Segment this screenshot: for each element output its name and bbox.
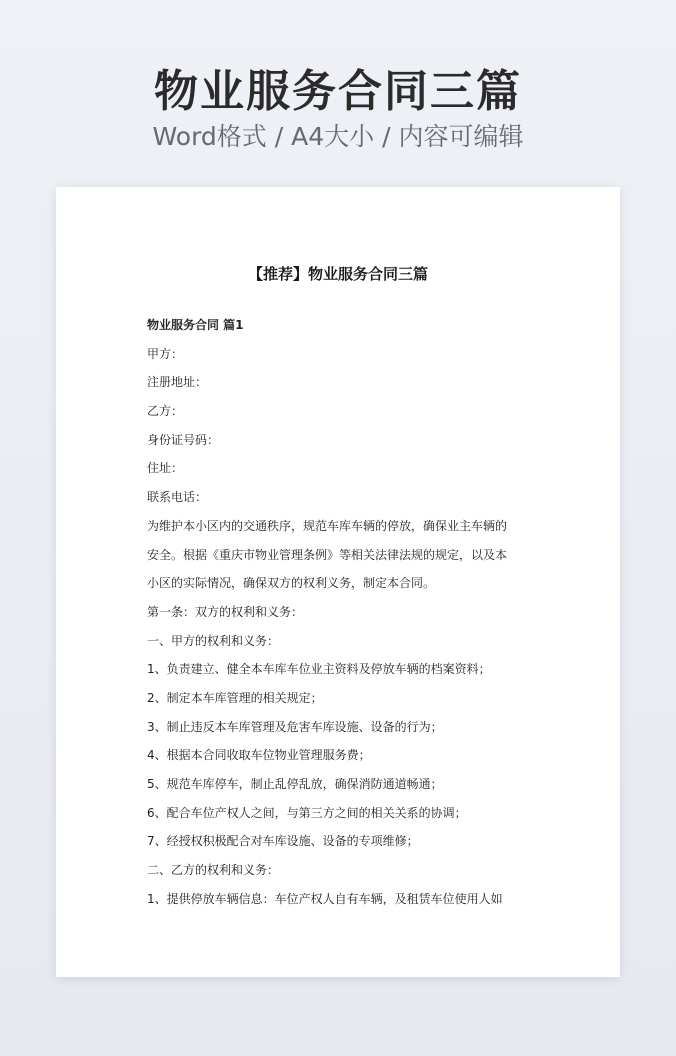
subsection-heading: 一、甲方的权利和义务： [147,633,280,648]
registered-address-label: 注册地址： [147,375,208,390]
subsection-heading: 二、乙方的权利和义务： [147,863,280,878]
list-item: 1、负责建立、健全本车库车位业主资料及停放车辆的档案资料； [147,662,491,677]
page-subtitle: Word格式 / A4大小 / 内容可编辑 [152,122,524,151]
document-body [147,311,531,913]
list-item: 1、提供停放车辆信息：车位产权人自有车辆，及租赁车位使用人如 [147,891,503,906]
party-b-label: 乙方： [147,404,184,419]
section-heading: 物业服务合同 篇1 [147,318,244,332]
article-heading: 第一条：双方的权利和义务： [147,604,304,619]
paragraph-line: 为维护本小区内的交通秩序，规范车库车辆的停放，确保业主车辆的 [147,518,508,533]
list-item: 4、根据本合同收取车位物业管理服务费； [147,748,371,763]
page-title: 物业服务合同三篇 [154,66,522,117]
list-item: 3、制止违反本车库管理及危害车库设施、设备的行为； [147,719,443,734]
address-label: 住址： [147,461,184,476]
id-number-label: 身份证号码： [147,432,220,447]
paragraph-line: 小区的实际情况，确保双方的权利义务，制定本合同。 [147,576,436,591]
list-item: 7、经授权积极配合对车库设施、设备的专项维修； [147,834,419,849]
document-page [56,187,620,977]
document-title: 【推荐】物业服务合同三篇 [247,265,428,283]
list-item: 2、制定本车库管理的相关规定； [147,690,323,705]
list-item: 6、配合车位产权人之间，与第三方之间的相关关系的协调； [147,805,467,820]
paragraph-line: 安全。根据《重庆市物业管理条例》等相关法律法规的规定，以及本 [147,547,508,562]
phone-label: 联系电话： [147,490,208,505]
party-a-label: 甲方： [147,346,184,361]
list-item: 5、规范车库停车，制止乱停乱放，确保消防通道畅通； [147,777,443,791]
